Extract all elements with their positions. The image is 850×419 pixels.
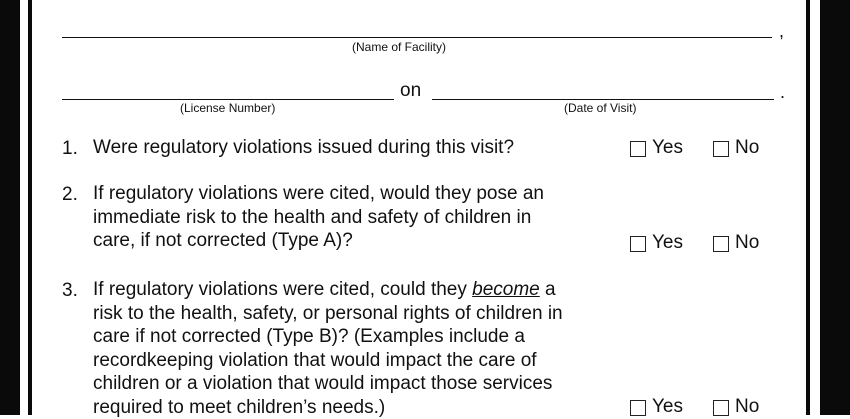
- on-word: on: [400, 80, 421, 102]
- frame-border-left: [0, 0, 20, 415]
- facility-comma: ,: [779, 21, 784, 42]
- question-1-yes-checkbox[interactable]: [630, 141, 646, 157]
- question-3-line: care if not corrected (Type B)? (Examples include a: [93, 325, 563, 349]
- question-3-line: risk to the health, safety, or personal rights of children in: [93, 302, 563, 326]
- question-2-number: 2.: [62, 184, 78, 206]
- question-1-yes-label: Yes: [652, 137, 683, 159]
- question-3-pre: If regulatory violations were cited, could they: [93, 279, 472, 300]
- question-2-yes-checkbox[interactable]: [630, 236, 646, 252]
- question-3-yes-label: Yes: [652, 396, 683, 418]
- question-2-no-label: No: [735, 232, 759, 254]
- question-1-no-checkbox[interactable]: [713, 141, 729, 157]
- facility-name-field[interactable]: [62, 37, 772, 38]
- question-3-number: 3.: [62, 280, 78, 302]
- question-3-line: children or a violation that would impact those services: [93, 372, 563, 396]
- question-2-text: [93, 182, 544, 253]
- date-of-visit-label: (Date of Visit): [564, 101, 636, 115]
- question-2-yes-label: Yes: [652, 232, 683, 254]
- question-1-text: [93, 136, 514, 160]
- question-1-line: Were regulatory violations issued during this visit?: [93, 136, 514, 160]
- question-2-no-checkbox[interactable]: [713, 236, 729, 252]
- frame-border-left-inner: [28, 0, 32, 415]
- question-1-no-label: No: [735, 137, 759, 159]
- license-number-label: (License Number): [180, 101, 275, 115]
- question-3-no-checkbox[interactable]: [713, 400, 729, 416]
- question-3-text: [93, 278, 563, 419]
- question-2-line: immediate risk to the health and safety of children in: [93, 206, 544, 230]
- frame-border-right-inner: [806, 0, 810, 415]
- question-3-yes-checkbox[interactable]: [630, 400, 646, 416]
- question-3-post: a: [540, 279, 556, 300]
- question-3-line: required to meet children’s needs.): [93, 396, 563, 419]
- frame-border-right: [820, 0, 850, 415]
- question-2-line: If regulatory violations were cited, would they pose an: [93, 182, 544, 206]
- question-3-first-line: [93, 278, 563, 302]
- question-1-number: 1.: [62, 138, 78, 160]
- facility-name-label: (Name of Facility): [352, 40, 446, 54]
- question-2-line: care, if not corrected (Type A)?: [93, 229, 544, 253]
- question-3-no-label: No: [735, 396, 759, 418]
- license-number-field[interactable]: [62, 99, 394, 100]
- question-3-emphasis: become: [472, 279, 540, 300]
- date-of-visit-field[interactable]: [432, 99, 774, 100]
- date-period: .: [780, 82, 785, 103]
- question-3-line: recordkeeping violation that would impact the care of: [93, 349, 563, 373]
